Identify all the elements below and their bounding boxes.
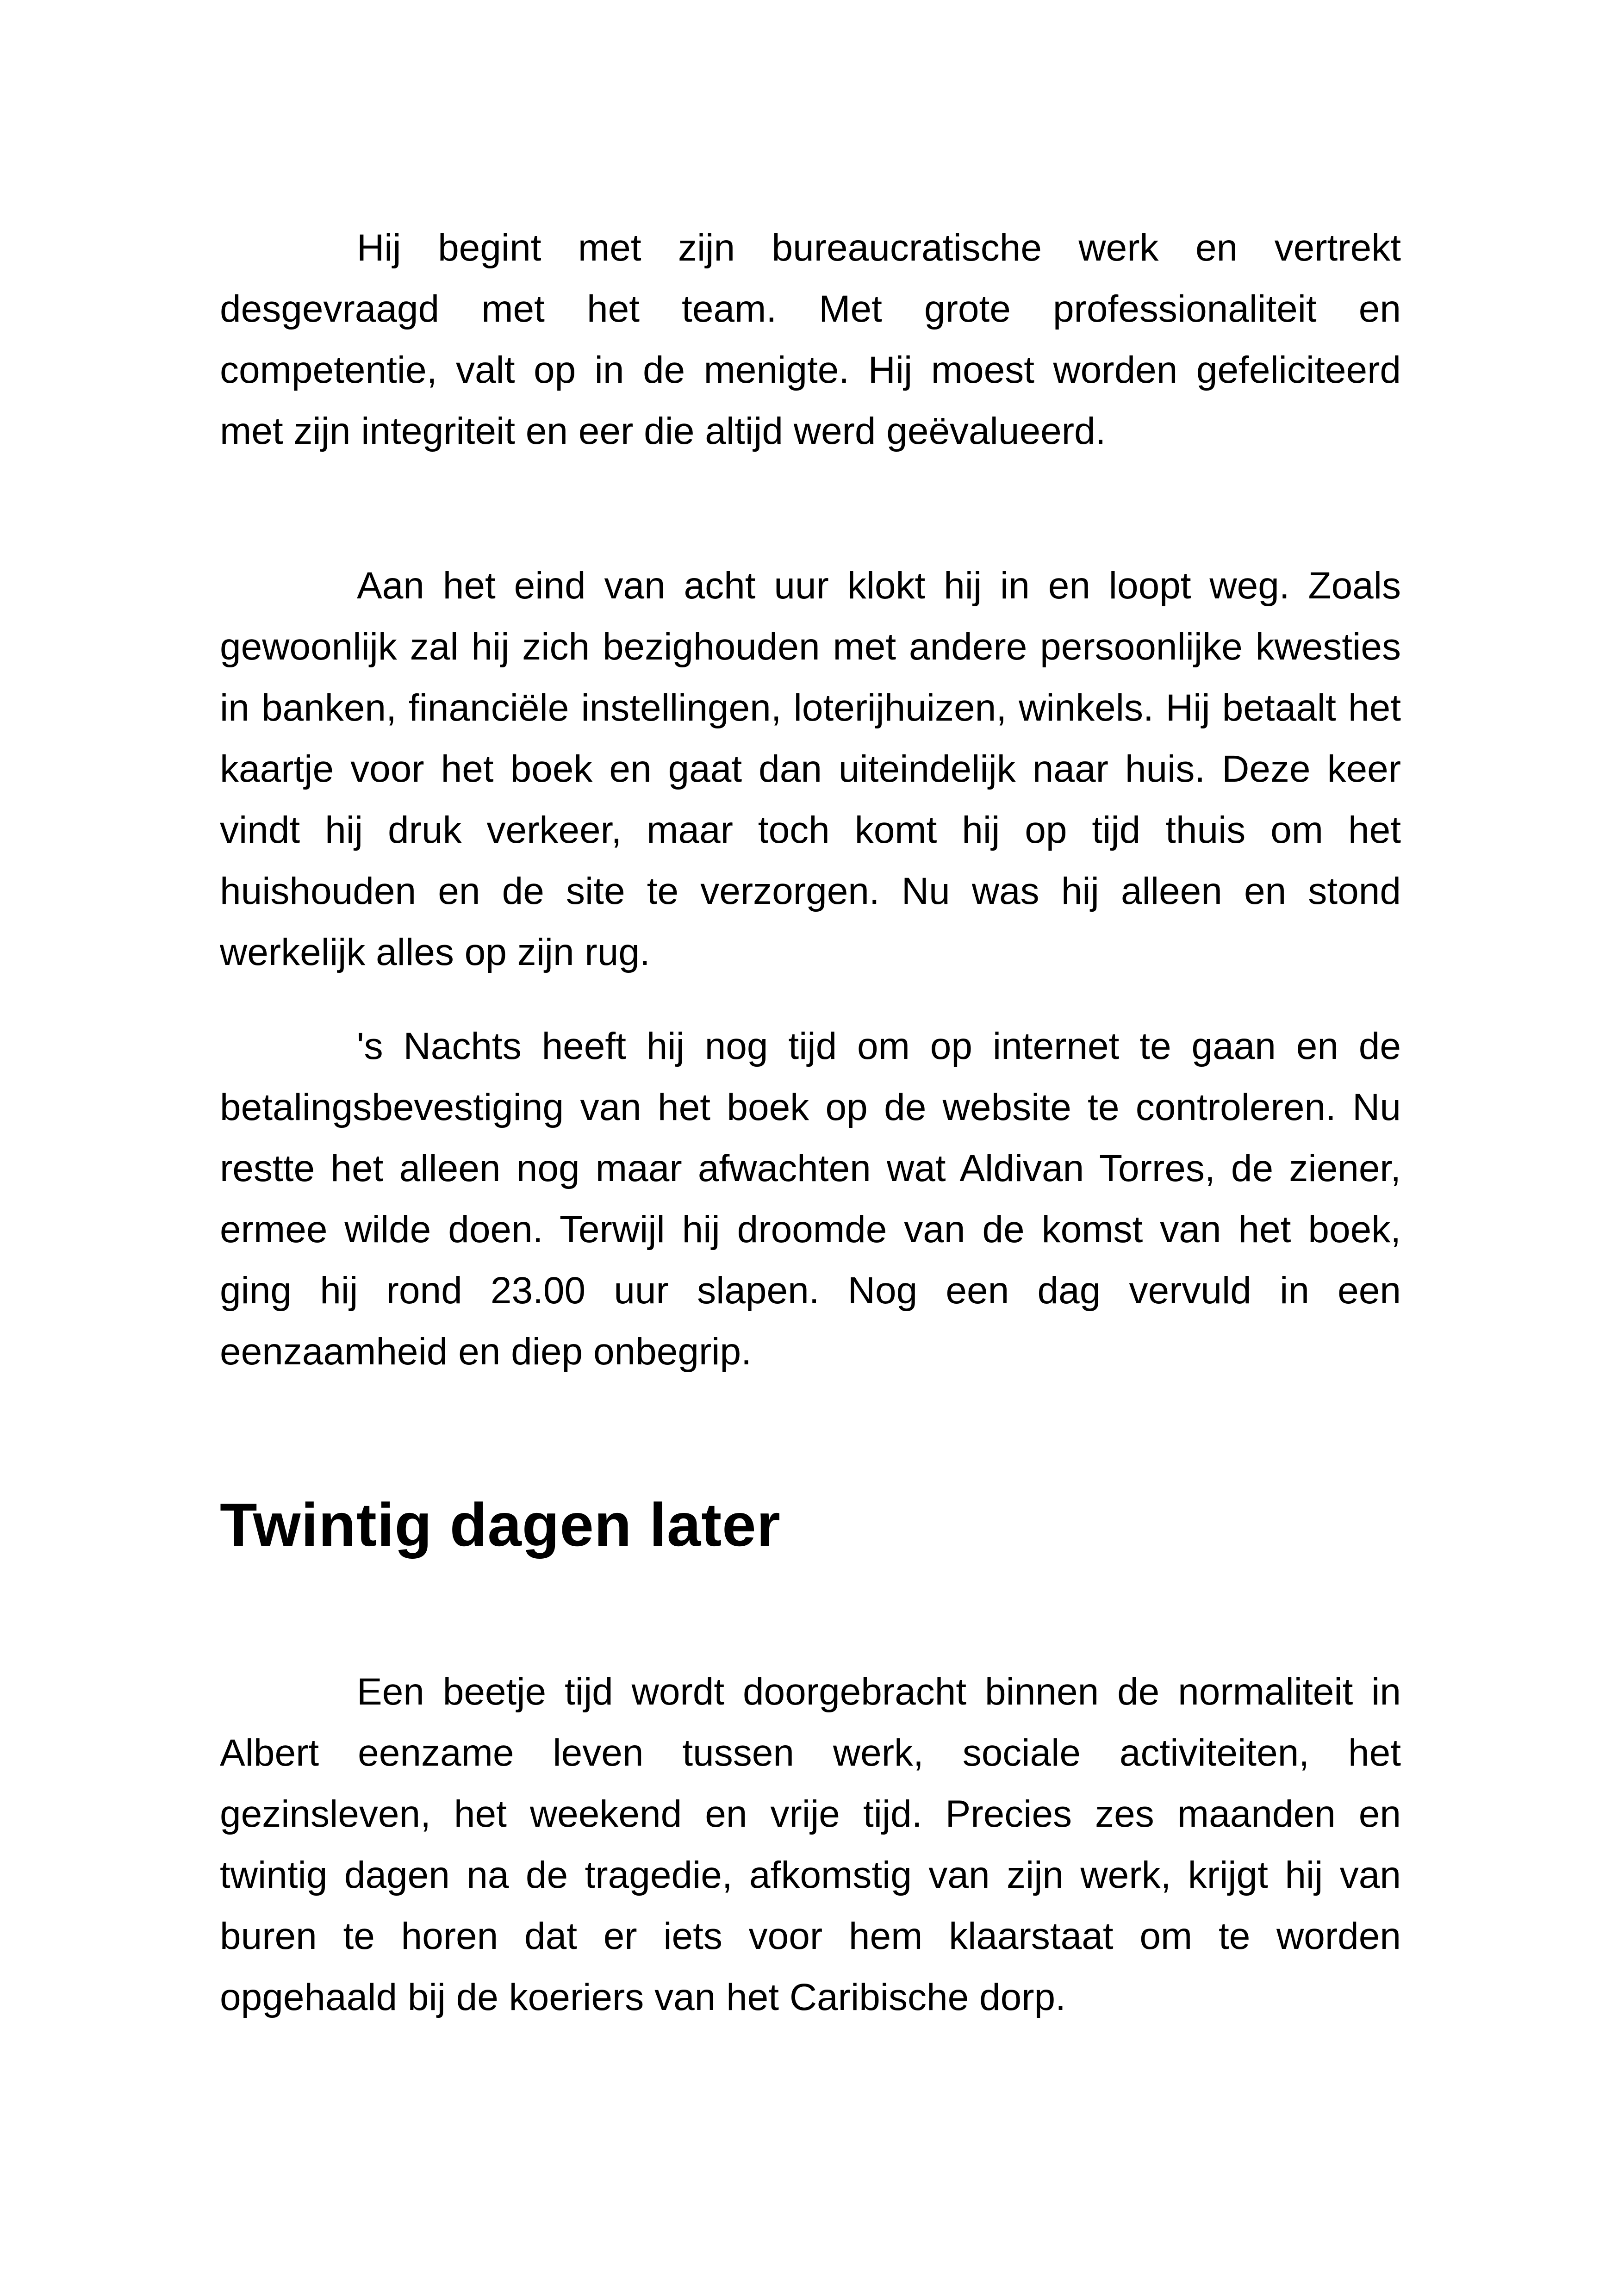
paragraph-2: Aan het eind van acht uur klokt hij in en loopt weg. Zoals gewoonlijk zal hij zich bezighouden met andere persoonlijke kwesties in banken, financiële instellingen, loterijhuizen, winkels. Hij betaalt het kaartje voor het boek en gaat dan uiteindelijk naar huis. Deze keer vindt hij druk verkeer, maar toch komt hij op tijd thuis om het huishouden en de site te verzorgen. Nu was hij alleen en stond werkelijk alles op zijn rug.	[220, 565, 1401, 973]
paragraph-1: Hij begint met zijn bureaucratische werk en vertrekt desgevraagd met het team. Met grote professionaliteit en competentie, valt op in de menigte. Hij moest worden gefeliciteerd met zijn integriteit en eer die altijd werd geëvalueerd.	[220, 227, 1401, 452]
paragraph-3: 's Nachts heeft hij nog tijd om op internet te gaan en de betalingsbevestiging van het boek op de website te controleren. Nu restte het alleen nog maar afwachten wat Aldivan Torres, de ziener, ermee wilde doen. Terwijl hij droomde van de komst van het boek, ging hij rond 23.00 uur slapen. Nog een dag vervuld in een eenzaamheid en diep onbegrip.	[220, 1025, 1401, 1373]
section-heading: Twintig dagen later	[220, 1491, 781, 1559]
section-paragraph-1: Een beetje tijd wordt doorgebracht binnen de normaliteit in Albert eenzame leven tussen werk, sociale activiteiten, het gezinsleven, het weekend en vrije tijd. Precies zes maanden en twintig dagen na de tragedie, afkomstig van zijn werk, krijgt hij van buren te horen dat er iets voor hem klaarstaat om te worden opgehaald bij de koeriers van het Caribische dorp.	[220, 1671, 1401, 2018]
